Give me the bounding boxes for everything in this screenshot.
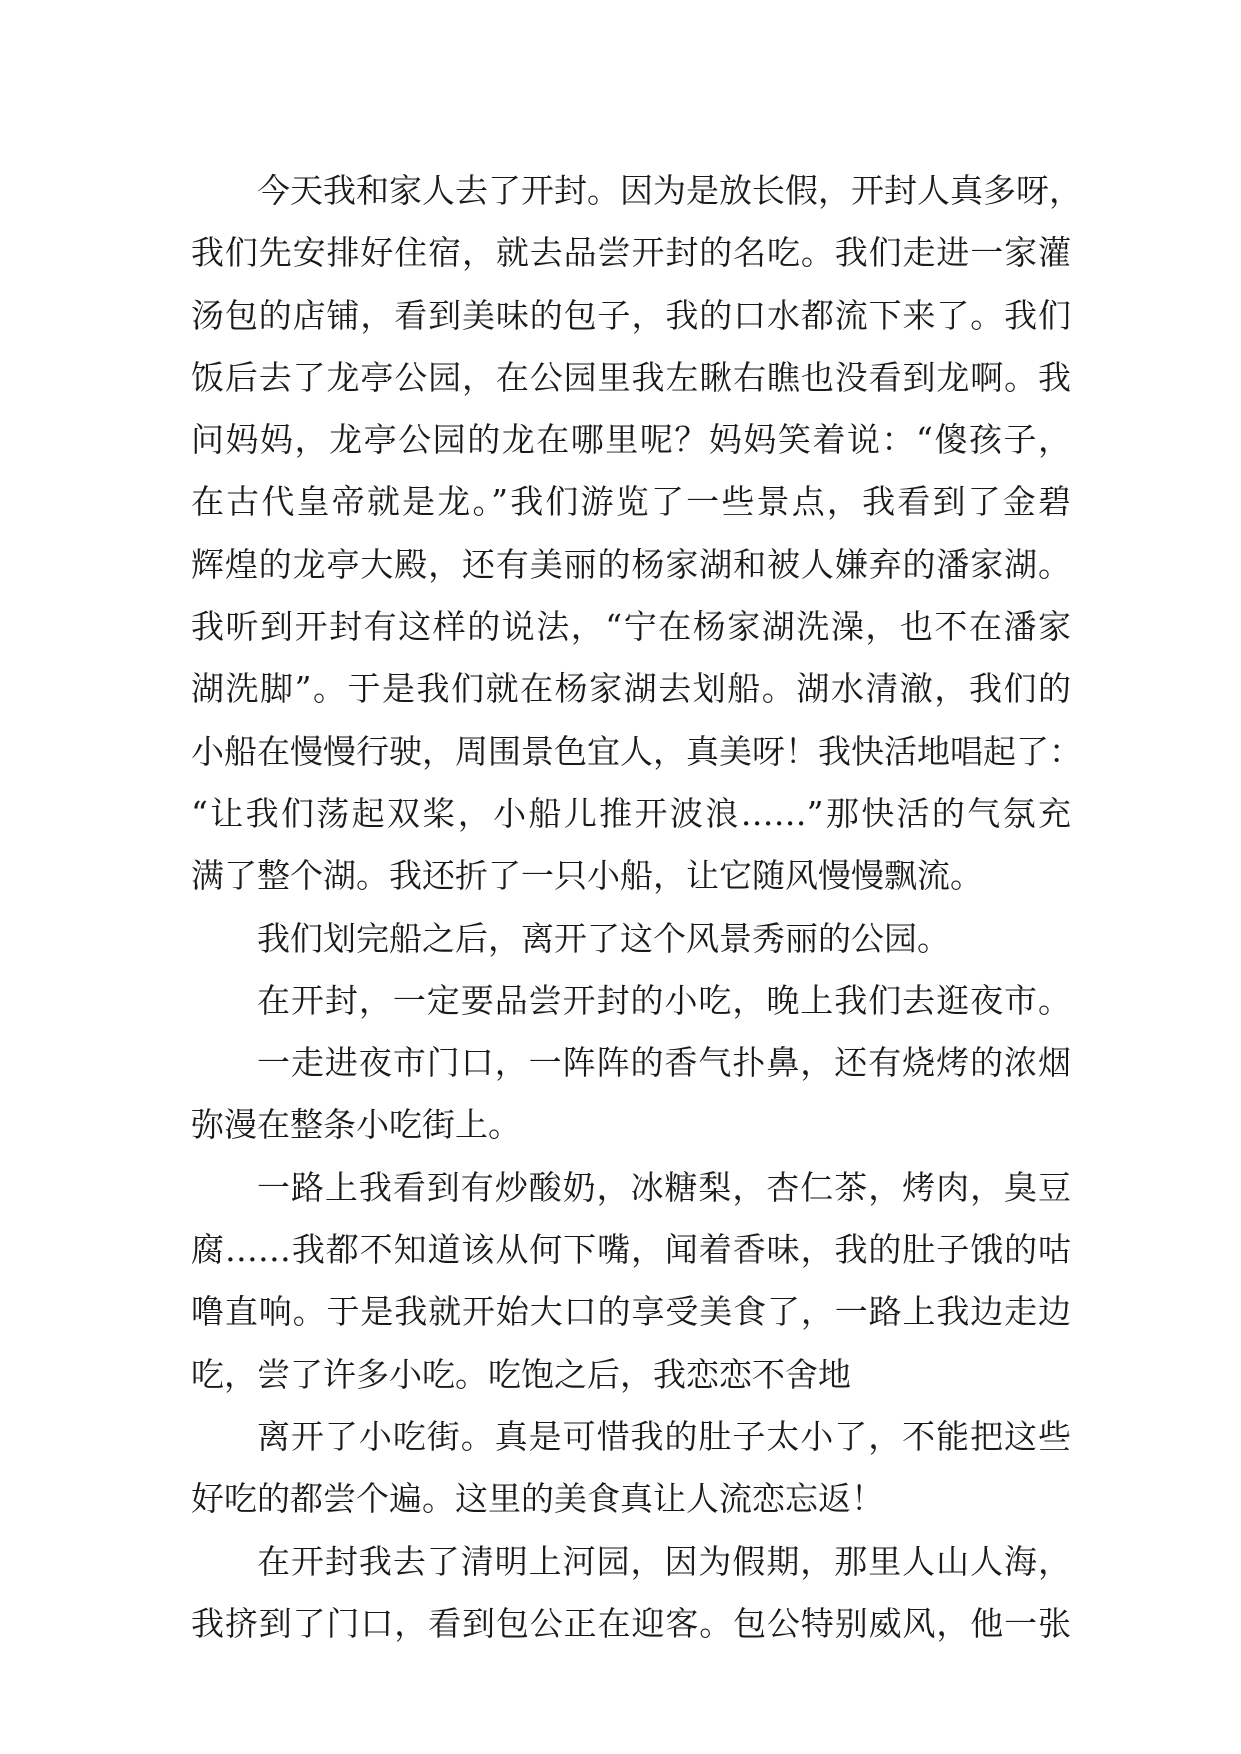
- text-line: 离开了小吃街。真是可惜我的肚子太小了，不能把这些: [257, 1416, 1071, 1456]
- text-line: 在开封我去了清明上河园，因为假期，那里人山人海，: [257, 1541, 1071, 1581]
- text-line: 吃，尝了许多小吃。吃饱之后，我恋恋不舍地: [191, 1354, 851, 1394]
- text-line: 我听到开封有这样的说法，“宁在杨家湖洗澡，也不在潘家: [191, 607, 1071, 647]
- text-line: 噜直响。于是我就开始大口的享受美食了，一路上我边走边: [191, 1292, 1071, 1332]
- text-line: 小船在慢慢行驶，周围景色宜人，真美呀！我快活地唱起了：: [191, 731, 1082, 771]
- document-body: [191, 160, 1082, 1655]
- text-line: 辉煌的龙亭大殿，还有美丽的杨家湖和被人嫌弃的潘家湖。: [191, 544, 1071, 584]
- text-line: 一路上我看到有炒酸奶，冰糖梨，杏仁茶，烤肉，臭豆: [257, 1167, 1071, 1207]
- text-line: 湖洗脚”。于是我们就在杨家湖去划船。湖水清澈，我们的: [191, 669, 1071, 709]
- text-line: 我挤到了门口，看到包公正在迎客。包公特别威风，他一张: [191, 1603, 1071, 1643]
- text-line: 我们划完船之后，离开了这个风景秀丽的公园。: [257, 918, 950, 958]
- text-line: 满了整个湖。我还折了一只小船，让它随风慢慢飘流。: [191, 856, 983, 896]
- text-line: 饭后去了龙亭公园，在公园里我左瞅右瞧也没看到龙啊。我: [191, 357, 1071, 397]
- text-line: 一走进夜市门口，一阵阵的香气扑鼻，还有烧烤的浓烟: [257, 1043, 1071, 1083]
- text-line: 好吃的都尝个遍。这里的美食真让人流恋忘返！: [191, 1479, 884, 1519]
- text-line: 腐……我都不知道该从何下嘴，闻着香味，我的肚子饿的咕: [191, 1230, 1071, 1270]
- text-line: 在古代皇帝就是龙。”我们游览了一些景点，我看到了金碧: [191, 482, 1071, 522]
- text-line: 今天我和家人去了开封。因为是放长假，开封人真多呀，: [257, 171, 1082, 210]
- text-line: 我们先安排好住宿，就去品尝开封的名吃。我们走进一家灌: [191, 233, 1071, 273]
- text-line: 在开封，一定要品尝开封的小吃，晚上我们去逛夜市。: [257, 980, 1071, 1020]
- text-line: 汤包的店铺，看到美味的包子，我的口水都流下来了。我们: [191, 295, 1071, 335]
- text-line: 问妈妈，龙亭公园的龙在哪里呢？妈妈笑着说：“傻孩子，: [191, 420, 1071, 460]
- text-line: “让我们荡起双桨，小船儿推开波浪……”那快活的气氛充: [191, 793, 1071, 833]
- text-line: 弥漫在整条小吃街上。: [191, 1105, 521, 1145]
